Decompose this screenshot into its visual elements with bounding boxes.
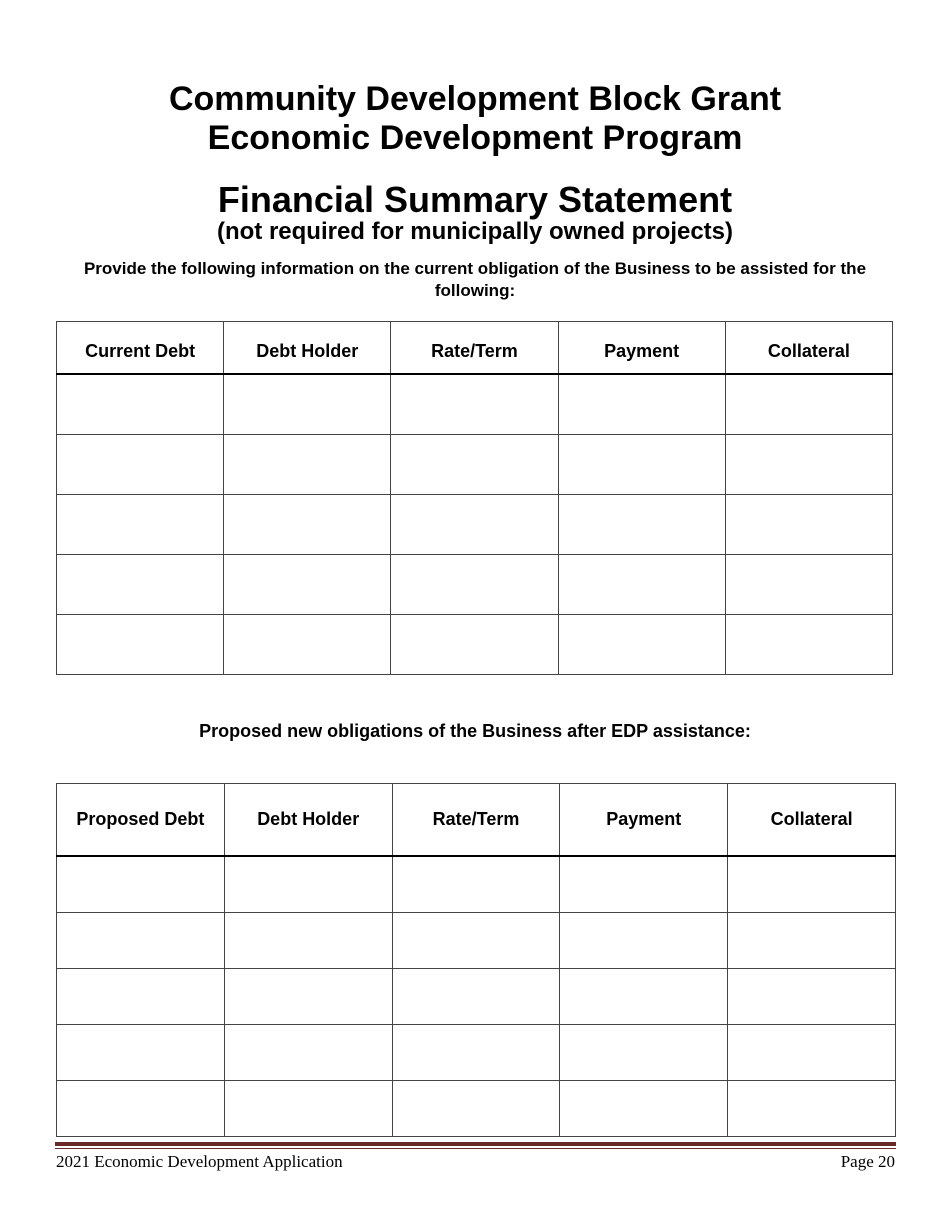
column-header-collateral: Collateral	[725, 322, 892, 374]
table-cell[interactable]	[57, 1081, 225, 1137]
table-row	[57, 1081, 896, 1137]
table-cell[interactable]	[560, 969, 728, 1025]
footer-page-number: Page 20	[840, 1152, 895, 1171]
program-title-line-2: Economic Development Program	[207, 119, 743, 157]
table-row	[57, 856, 896, 913]
table-cell[interactable]	[224, 554, 391, 614]
table-cell[interactable]	[391, 614, 558, 674]
table-cell[interactable]	[224, 494, 391, 554]
table-cell[interactable]	[558, 434, 725, 494]
table-cell[interactable]	[728, 969, 896, 1025]
table-cell[interactable]	[728, 913, 896, 969]
table-cell[interactable]	[392, 1081, 560, 1137]
table-cell[interactable]	[725, 494, 892, 554]
table-cell[interactable]	[224, 374, 391, 435]
table-row	[57, 434, 893, 494]
table-row	[57, 614, 893, 674]
table-cell[interactable]	[560, 913, 728, 969]
current-obligations-instruction: Provide the following information on the current obligation of the Business to be assisted for the following:	[83, 259, 867, 300]
table-cell[interactable]	[224, 969, 392, 1025]
column-header-collateral: Collateral	[728, 784, 896, 857]
table-cell[interactable]	[558, 374, 725, 435]
table-cell[interactable]	[391, 554, 558, 614]
table-cell[interactable]	[224, 614, 391, 674]
table-cell[interactable]	[558, 614, 725, 674]
footer-document-name: 2021 Economic Development Application	[56, 1152, 343, 1171]
table-cell[interactable]	[725, 614, 892, 674]
column-header-debt-holder: Debt Holder	[224, 322, 391, 374]
table-cell[interactable]	[560, 1025, 728, 1081]
footer-divider	[55, 1142, 896, 1146]
table-cell[interactable]	[728, 856, 896, 913]
table-row	[57, 913, 896, 969]
proposed-obligations-instruction: Proposed new obligations of the Business after EDP assistance:	[199, 721, 751, 741]
table-cell[interactable]	[57, 374, 224, 435]
table-cell[interactable]	[57, 913, 225, 969]
current-debt-table	[56, 321, 893, 675]
table-cell[interactable]	[57, 494, 224, 554]
table-cell[interactable]	[224, 913, 392, 969]
table-cell[interactable]	[725, 434, 892, 494]
proposed-debt-table	[56, 783, 896, 1137]
table-cell[interactable]	[391, 434, 558, 494]
table-cell[interactable]	[725, 554, 892, 614]
table-cell[interactable]	[558, 494, 725, 554]
table-cell[interactable]	[57, 969, 225, 1025]
table-header-row	[57, 322, 893, 374]
table-cell[interactable]	[224, 856, 392, 913]
table-cell[interactable]	[392, 913, 560, 969]
table-row	[57, 494, 893, 554]
table-row	[57, 1025, 896, 1081]
table-cell[interactable]	[392, 1025, 560, 1081]
column-header-current-debt: Current Debt	[57, 322, 224, 374]
table-cell[interactable]	[392, 969, 560, 1025]
table-cell[interactable]	[57, 554, 224, 614]
table-cell[interactable]	[392, 856, 560, 913]
table-cell[interactable]	[224, 1081, 392, 1137]
table-header-row	[57, 784, 896, 857]
table-row	[57, 374, 893, 435]
page-subtitle: (not required for municipally owned projects)	[216, 218, 734, 245]
column-header-rate-term: Rate/Term	[392, 784, 560, 857]
table-cell[interactable]	[560, 856, 728, 913]
table-cell[interactable]	[57, 856, 225, 913]
column-header-rate-term: Rate/Term	[391, 322, 558, 374]
column-header-proposed-debt: Proposed Debt	[57, 784, 225, 857]
table-cell[interactable]	[391, 374, 558, 435]
table-cell[interactable]	[57, 1025, 225, 1081]
table-cell[interactable]	[57, 614, 224, 674]
column-header-payment: Payment	[558, 322, 725, 374]
table-cell[interactable]	[224, 434, 391, 494]
table-cell[interactable]	[391, 494, 558, 554]
footer-divider-thin	[55, 1148, 896, 1149]
column-header-payment: Payment	[560, 784, 728, 857]
table-row	[57, 554, 893, 614]
table-cell[interactable]	[728, 1025, 896, 1081]
table-cell[interactable]	[560, 1081, 728, 1137]
table-cell[interactable]	[728, 1081, 896, 1137]
program-title-line-1: Community Development Block Grant	[168, 80, 782, 118]
table-cell[interactable]	[725, 374, 892, 435]
table-cell[interactable]	[558, 554, 725, 614]
table-row	[57, 969, 896, 1025]
column-header-debt-holder: Debt Holder	[224, 784, 392, 857]
page-title: Financial Summary Statement	[217, 179, 733, 220]
table-cell[interactable]	[224, 1025, 392, 1081]
table-cell[interactable]	[57, 434, 224, 494]
